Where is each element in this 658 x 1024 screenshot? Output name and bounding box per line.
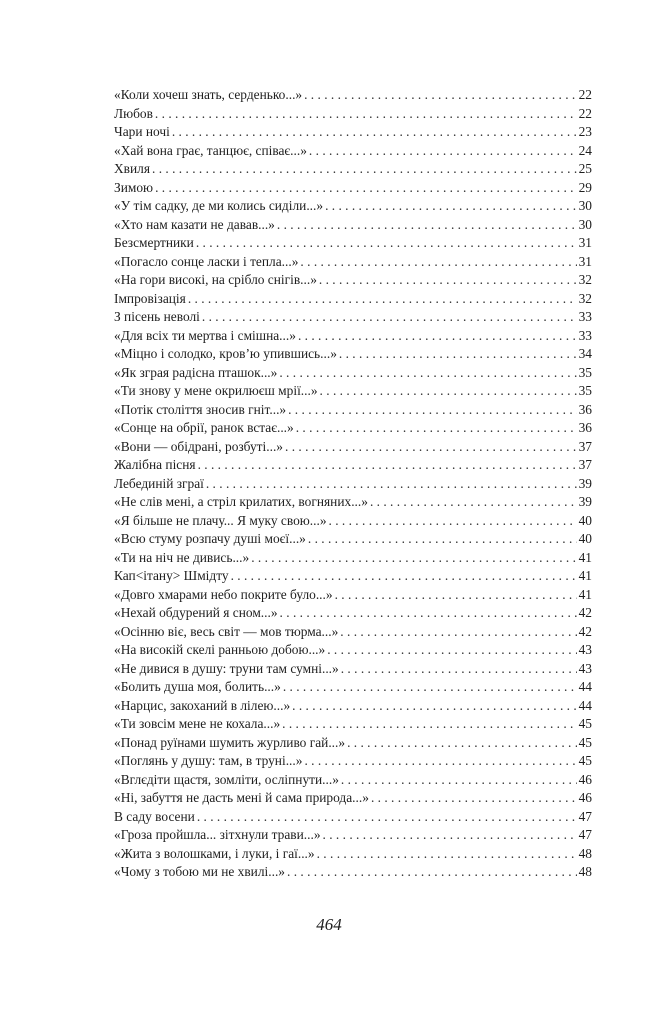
toc-entry <box>114 660 592 679</box>
toc-entry-page: 43 <box>578 660 592 676</box>
toc-entry <box>114 105 592 124</box>
toc-entry <box>114 549 592 568</box>
toc-entry <box>114 142 592 161</box>
toc-entry-page: 41 <box>578 549 592 565</box>
dot-leader <box>152 160 577 179</box>
toc-entry <box>114 475 592 494</box>
dot-leader <box>292 697 576 716</box>
dot-leader <box>277 216 577 235</box>
toc-entry-title: «Коли хочеш знать, серденько...» <box>114 87 303 102</box>
dot-leader <box>317 845 577 864</box>
toc-entry <box>114 734 592 753</box>
toc-entry-page: 29 <box>578 179 592 195</box>
toc-entry <box>114 419 592 438</box>
toc-entry <box>114 216 592 235</box>
toc-entry <box>114 345 592 364</box>
toc-entry <box>114 327 592 346</box>
dot-leader <box>196 234 577 253</box>
toc-entry <box>114 179 592 198</box>
toc-entry-page: 22 <box>578 87 592 102</box>
toc-entry-page: 42 <box>578 605 592 620</box>
toc-entry-page: 42 <box>578 623 592 639</box>
toc-entry <box>114 789 592 808</box>
dot-leader <box>308 530 577 549</box>
toc-entry-page: 39 <box>578 475 592 491</box>
toc-entry-page: 45 <box>578 716 592 731</box>
toc-entry-title: «На високій скелі ранньою добою...» <box>114 642 326 657</box>
toc-entry-title: Любов <box>114 105 153 121</box>
toc-entry <box>114 364 592 383</box>
toc-entry <box>114 771 592 790</box>
toc-entry-title: «Поглянь у душу: там, в труні...» <box>114 753 303 768</box>
toc-entry-title: Зимою <box>114 179 154 195</box>
dot-leader <box>298 327 577 346</box>
toc-entry <box>114 863 592 882</box>
toc-entry-title: Лебединій зграї <box>114 475 204 491</box>
dot-leader <box>341 771 577 790</box>
dot-leader <box>206 475 577 494</box>
toc-entry <box>114 123 592 142</box>
toc-entry <box>114 271 592 290</box>
toc-entry-title: «Ти зовсім мене не кохала...» <box>114 716 281 731</box>
dot-leader <box>155 105 577 124</box>
dot-leader <box>340 623 576 642</box>
dot-leader <box>319 271 577 290</box>
dot-leader <box>197 808 577 827</box>
toc-entry-page: 36 <box>578 420 592 435</box>
dot-leader <box>251 549 576 568</box>
toc-entry-page: 41 <box>578 568 592 583</box>
toc-entry-page: 45 <box>578 734 592 750</box>
toc-entry <box>114 623 592 642</box>
toc-entry <box>114 604 592 623</box>
toc-entry-title: Хвиля <box>114 161 151 176</box>
dot-leader <box>323 826 577 845</box>
dot-leader <box>202 308 577 327</box>
toc-entry-page: 32 <box>578 272 592 287</box>
dot-leader <box>285 438 577 457</box>
dot-leader <box>335 586 577 605</box>
toc-entry-page: 37 <box>578 438 592 454</box>
toc-entry-page: 34 <box>578 346 592 361</box>
toc-entry <box>114 845 592 864</box>
toc-entry-page: 45 <box>578 753 592 768</box>
toc-entry-title: «Хто нам казати не давав...» <box>114 216 275 232</box>
toc-entry-title: «Не слів мені, а стріл крилатих, вогняних...» <box>114 494 368 509</box>
toc-entry-title: «Нарцис, закоханий в лілею...» <box>114 697 291 713</box>
toc-entry-title: «Ні, забуття не дасть мені й сама природа...» <box>114 790 369 805</box>
dot-leader <box>300 253 576 272</box>
toc-entry <box>114 586 592 605</box>
toc-entry <box>114 697 592 716</box>
dot-leader <box>283 678 577 697</box>
dot-leader <box>309 142 577 161</box>
toc-entry <box>114 197 592 216</box>
toc-entry <box>114 253 592 272</box>
toc-entry-page: 30 <box>578 198 592 213</box>
toc-entry-page: 44 <box>578 697 592 713</box>
dot-leader <box>282 715 576 734</box>
toc-entry-title: «Довго хмарами небо покрите було...» <box>114 586 333 602</box>
toc-entry <box>114 641 592 660</box>
toc-entry <box>114 530 592 549</box>
toc-entry-title: «Гроза пройшла... зітхнули трави...» <box>114 827 321 842</box>
toc-entry <box>114 567 592 586</box>
toc-entry-title: «Хай вона грає, танцює, співає...» <box>114 142 307 158</box>
dot-leader <box>304 752 576 771</box>
toc-entry-title: «Жита з волошками, і луки, і гаї...» <box>114 845 315 861</box>
dot-leader <box>371 789 577 808</box>
toc-entry-title: «Всю стуму розпачу душі моєї...» <box>114 531 306 546</box>
toc-entry-title: «Понад руїнами шумить журливо гай...» <box>114 734 346 750</box>
toc-entry-title: Безсмертники <box>114 235 194 250</box>
toc-entry-title: Чари ночі <box>114 124 170 139</box>
toc-entry <box>114 493 592 512</box>
dot-leader <box>370 493 577 512</box>
toc-entry-title: «Сонце на обрії, ранок встає...» <box>114 420 294 435</box>
toc-entry-title: «Міцно і солодко, кров’ю упившись...» <box>114 346 337 361</box>
toc-entry-page: 37 <box>578 457 592 472</box>
toc-entry-page: 39 <box>578 494 592 509</box>
toc-entry-page: 25 <box>578 161 592 176</box>
dot-leader <box>279 364 576 383</box>
toc-entry-title: «Болить душа моя, болить...» <box>114 679 281 694</box>
toc-entry-page: 22 <box>578 105 592 121</box>
toc-entry-title: «Нехай обдурений я сном...» <box>114 605 278 620</box>
toc-entry-page: 48 <box>578 845 592 861</box>
dot-leader <box>198 456 577 475</box>
toc-entry <box>114 808 592 827</box>
toc-entry <box>114 86 592 105</box>
toc-entry <box>114 456 592 475</box>
dot-leader <box>188 290 577 309</box>
toc-entry-page: 41 <box>578 586 592 602</box>
page-number: 464 <box>316 915 342 934</box>
toc-entry-title: «Як зграя радісна пташок...» <box>114 364 278 380</box>
toc-entry-page: 48 <box>578 864 592 879</box>
toc-entry-title: Жалібна пісня <box>114 457 196 472</box>
toc-entry-title: В саду восени <box>114 808 195 824</box>
toc-entry-page: 47 <box>578 808 592 824</box>
toc-entry-page: 30 <box>578 216 592 232</box>
toc-entry-title: «Не дивися в душу: труни там сумні...» <box>114 660 339 676</box>
toc-entry <box>114 401 592 420</box>
toc-entry <box>114 160 592 179</box>
table-of-contents <box>114 86 592 882</box>
toc-entry <box>114 234 592 253</box>
toc-entry-page: 32 <box>578 290 592 306</box>
toc-entry <box>114 752 592 771</box>
dot-leader <box>327 641 576 660</box>
toc-entry-title: «Я більше не плачу... Я муку свою...» <box>114 512 327 528</box>
toc-entry-title: З пісень неволі <box>114 309 200 324</box>
toc-entry-page: 40 <box>578 531 592 546</box>
toc-entry <box>114 382 592 401</box>
dot-leader <box>155 179 577 198</box>
toc-entry-title: «Ти знову у мене окрилюєш мрії...» <box>114 383 318 398</box>
toc-entry-page: 31 <box>578 253 592 269</box>
dot-leader <box>325 197 577 216</box>
toc-entry-page: 35 <box>578 383 592 398</box>
toc-entry-title: «Для всіх ти мертва і смішна...» <box>114 327 296 343</box>
dot-leader <box>329 512 577 531</box>
toc-entry-title: «Чому з тобою ми не хвилі...» <box>114 864 285 879</box>
toc-entry-page: 24 <box>578 142 592 158</box>
toc-entry <box>114 438 592 457</box>
toc-entry-title: «Погасло сонце ласки і тепла...» <box>114 253 299 269</box>
toc-entry <box>114 512 592 531</box>
toc-entry-title: «На гори високі, на срібло снігів...» <box>114 272 317 287</box>
dot-leader <box>347 734 577 753</box>
toc-entry-title: «Потік століття зносив гніт...» <box>114 401 287 417</box>
toc-entry-page: 35 <box>578 364 592 380</box>
toc-entry-page: 46 <box>578 790 592 805</box>
toc-entry-page: 36 <box>578 401 592 417</box>
toc-entry-page: 33 <box>578 309 592 324</box>
toc-entry-page: 43 <box>578 642 592 657</box>
toc-entry-page: 23 <box>578 124 592 139</box>
toc-entry-title: «Вглєдіти щастя, зомліти, осліпнути...» <box>114 771 339 787</box>
toc-entry <box>114 290 592 309</box>
toc-entry-page: 31 <box>578 235 592 250</box>
dot-leader <box>231 567 577 586</box>
toc-entry-title: «Осінню віє, весь світ — мов тюрма...» <box>114 623 339 639</box>
toc-entry-page: 33 <box>578 327 592 343</box>
toc-entry <box>114 715 592 734</box>
dot-leader <box>304 86 577 105</box>
dot-leader <box>280 604 577 623</box>
toc-entry-page: 47 <box>578 827 592 842</box>
toc-entry-title: «Вони — обідрані, розбуті...» <box>114 438 283 454</box>
toc-entry <box>114 678 592 697</box>
dot-leader <box>296 419 577 438</box>
toc-entry-title: «Ти на ніч не дивись...» <box>114 549 250 565</box>
dot-leader <box>339 345 577 364</box>
dot-leader <box>172 123 577 142</box>
toc-entry-page: 40 <box>578 512 592 528</box>
toc-entry-page: 44 <box>578 679 592 694</box>
dot-leader <box>341 660 577 679</box>
dot-leader <box>288 401 577 420</box>
dot-leader <box>287 863 577 882</box>
toc-entry <box>114 826 592 845</box>
dot-leader <box>320 382 577 401</box>
toc-entry-title: Імпровізація <box>114 290 186 306</box>
toc-entry-page: 46 <box>578 771 592 787</box>
toc-entry-title: Кап<ітану> Шмідту <box>114 568 229 583</box>
toc-entry <box>114 308 592 327</box>
toc-entry-title: «У тім садку, де ми колись сиділи...» <box>114 198 324 213</box>
